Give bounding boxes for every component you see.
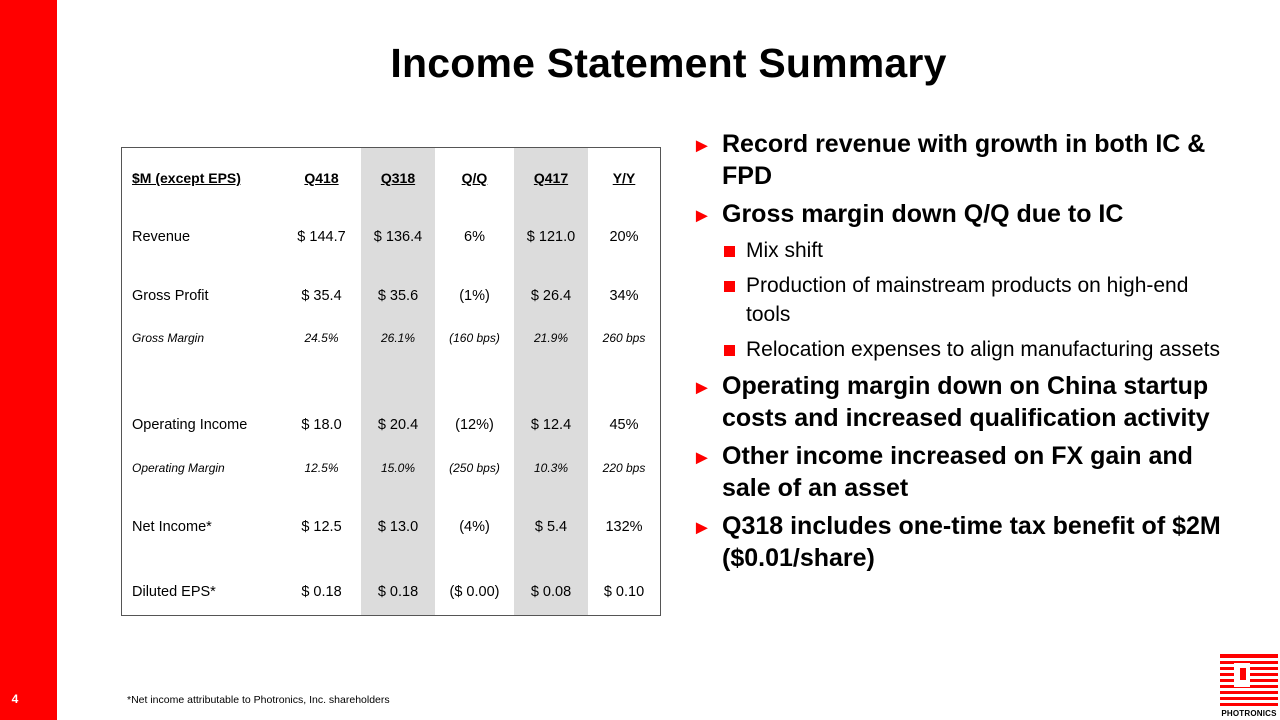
header-qq: Q/Q xyxy=(461,170,488,186)
square-bullet-icon xyxy=(724,246,735,257)
cell-yy: 20% xyxy=(609,229,639,245)
row-label: Operating Margin xyxy=(132,460,225,475)
cell-yy: 34% xyxy=(609,288,639,304)
cell-yy: 220 bps xyxy=(602,460,646,475)
red-side-bar xyxy=(0,0,57,720)
table-row-operating-income xyxy=(122,400,660,450)
table-spacer-row xyxy=(122,350,660,400)
square-bullet-icon xyxy=(724,345,735,356)
income-table xyxy=(121,147,661,616)
cell-q418: $ 35.4 xyxy=(301,288,342,304)
header-q318: Q318 xyxy=(380,170,416,186)
cell-q418: $ 12.5 xyxy=(301,519,342,535)
row-label: Diluted EPS* xyxy=(132,584,216,600)
cell-q318: $ 13.0 xyxy=(377,519,419,535)
header-q418: Q418 xyxy=(304,170,339,186)
table-row-revenue xyxy=(122,208,660,266)
cell-qq: (250 bps) xyxy=(449,460,500,475)
bullet-other-income xyxy=(690,440,1230,504)
arrow-bullet-icon: ► xyxy=(692,517,712,539)
sub-bullet-text: Mix shift xyxy=(746,239,824,262)
bullet-text: Other income increased on FX gain and sale of an asset xyxy=(722,442,1193,502)
header-q417: Q417 xyxy=(533,170,569,186)
cell-q318: 15.0% xyxy=(380,460,416,475)
table-row-gross-margin xyxy=(122,326,660,350)
table-row-diluted-eps xyxy=(122,569,660,615)
cell-q318: 26.1% xyxy=(380,331,416,345)
cell-q418: $ 18.0 xyxy=(301,417,342,433)
cell-qq: (12%) xyxy=(455,417,494,433)
cell-q418: $ 0.18 xyxy=(301,584,342,600)
sub-bullet-text: Production of mainstream products on high-end tools xyxy=(746,274,1189,326)
slide-title: Income Statement Summary xyxy=(390,40,947,86)
arrow-bullet-icon: ► xyxy=(692,135,712,157)
sub-bullet-production xyxy=(690,271,1230,329)
bullet-text: Q318 includes one-time tax benefit of $2M ($0.01/share) xyxy=(722,512,1221,572)
bullet-record-revenue xyxy=(690,128,1230,192)
header-yy: Y/Y xyxy=(612,170,636,186)
arrow-bullet-icon: ► xyxy=(692,205,712,227)
bullet-text: Record revenue with growth in both IC & FPD xyxy=(722,130,1206,190)
sub-bullet-mix-shift xyxy=(690,236,1230,265)
cell-q417: $ 12.4 xyxy=(530,417,572,433)
arrow-bullet-icon: ► xyxy=(692,447,712,469)
cell-q417: $ 26.4 xyxy=(530,288,572,304)
cell-qq: (1%) xyxy=(459,288,490,304)
cell-q418: 12.5% xyxy=(304,460,339,475)
bullet-text: Gross margin down Q/Q due to IC xyxy=(722,200,1124,228)
bullet-gross-margin xyxy=(690,198,1230,230)
cell-q417: 10.3% xyxy=(533,460,569,475)
cell-q318: $ 136.4 xyxy=(373,229,423,245)
cell-qq: (160 bps) xyxy=(449,331,500,345)
row-label: Net Income* xyxy=(132,519,212,535)
cell-q318: $ 20.4 xyxy=(377,417,419,433)
cell-q417: $ 5.4 xyxy=(534,519,568,535)
cell-yy: 260 bps xyxy=(602,331,646,345)
cell-qq: (4%) xyxy=(459,519,490,535)
cell-q418: 24.5% xyxy=(304,331,339,345)
bullet-text: Operating margin down on China startup costs and increased qualification activity xyxy=(722,372,1210,432)
cell-qq: ($ 0.00) xyxy=(449,584,500,600)
arrow-bullet-icon: ► xyxy=(692,377,712,399)
table-header-row xyxy=(122,148,660,208)
table-row-gross-profit xyxy=(122,266,660,326)
cell-q417: $ 0.08 xyxy=(530,584,572,600)
table-row-net-income xyxy=(122,485,660,569)
cell-qq: 6% xyxy=(464,229,485,245)
row-label: Gross Profit xyxy=(132,288,209,304)
bullet-list xyxy=(690,128,1230,580)
cell-q318: $ 0.18 xyxy=(377,584,419,600)
footnote: *Net income attributable to Photronics, Inc. shareholders xyxy=(127,694,390,706)
cell-q417: $ 121.0 xyxy=(526,229,576,245)
logo-wordmark: PHOTRONICS xyxy=(1221,709,1277,718)
header-metric: $M (except EPS) xyxy=(132,170,241,186)
photronics-logo-icon xyxy=(1220,654,1278,712)
bullet-operating-margin xyxy=(690,370,1230,434)
cell-yy: $ 0.10 xyxy=(603,584,645,600)
sub-bullet-text: Relocation expenses to align manufacturing assets xyxy=(746,338,1220,361)
row-label: Revenue xyxy=(132,229,191,245)
cell-q418: $ 144.7 xyxy=(297,229,346,245)
cell-yy: 45% xyxy=(609,417,639,433)
row-label: Operating Income xyxy=(132,417,248,433)
cell-yy: 132% xyxy=(605,519,643,535)
table-row-operating-margin xyxy=(122,450,660,485)
cell-q417: 21.9% xyxy=(533,331,569,345)
sub-bullet-relocation xyxy=(690,335,1230,364)
page-number: 4 xyxy=(11,692,19,706)
square-bullet-icon xyxy=(724,281,735,292)
bullet-tax-benefit xyxy=(690,510,1230,574)
row-label: Gross Margin xyxy=(132,331,205,345)
cell-q318: $ 35.6 xyxy=(377,288,419,304)
